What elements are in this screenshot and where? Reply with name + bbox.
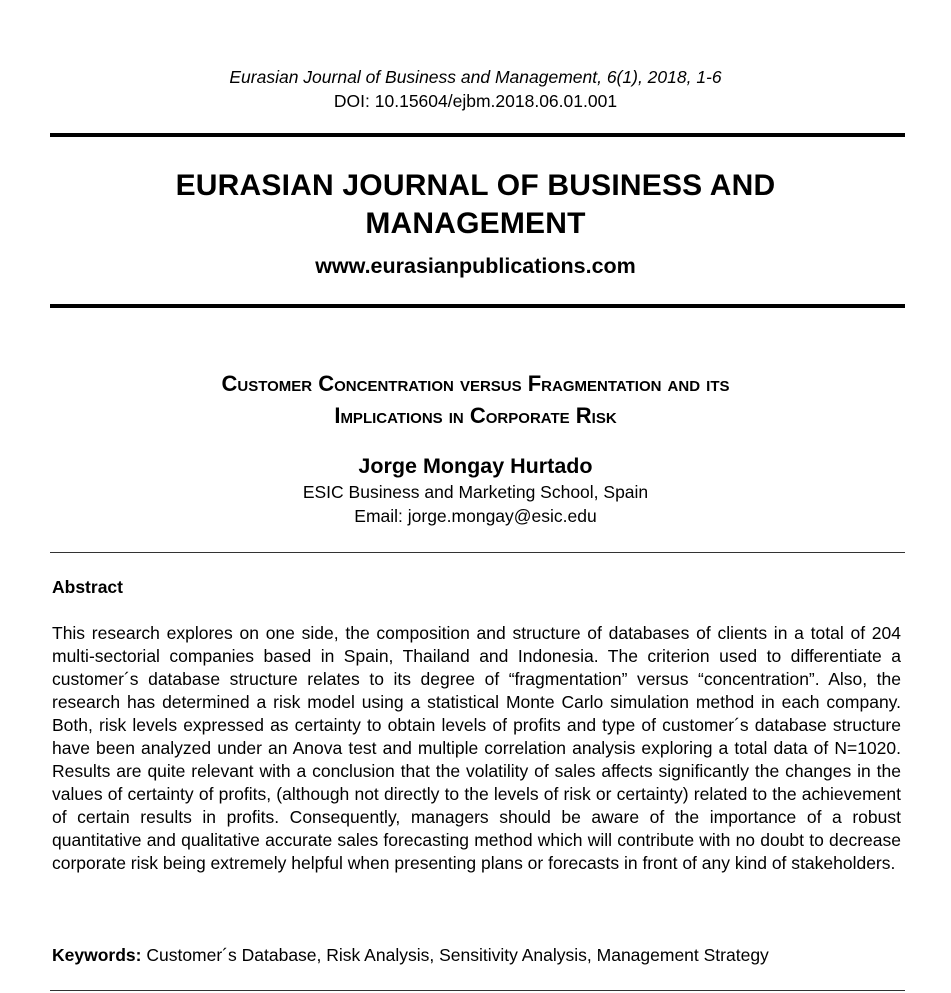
paper-title [0, 368, 951, 432]
abstract-text: This research explores on one side, the composition and structure of databases of clients in a total of 204 multi-sectorial companies based in Spain, Thailand and Indonesia. The criterion used to differentiate a customer´s database structure relates to its degree of “fragmentation” versus “concentration”. Also, the research has determined a risk model using a statistical Monte Carlo simulation method in each company. Both, risk levels expressed as certainty to obtain levels of profits and type of customer´s database structure have been analyzed under an Anova test and multiple correlation analysis exploring a total data of N=1020. Results are quite relevant with a conclusion that the volatility of sales affects significantly the changes in the values of certainty of profits, (although not directly to the levels of risk or certainty) related to the achievement of certain results in profits. Consequently, managers should be aware of the importance of a robust quantitative and qualitative accurate sales forecasting method which will contribute with no doubt to decrease corporate risk being extremely helpful when presenting plans or forecasts in front of any kind of stakeholders. [52, 623, 901, 873]
keywords [52, 944, 901, 967]
keywords-label: Keywords: [52, 945, 142, 965]
paper-title-line2: Implications in Corporate Risk [334, 403, 617, 428]
keywords-text: Customer´s Database, Risk Analysis, Sensitivity Analysis, Management Strategy [141, 945, 769, 965]
journal-citation: Eurasian Journal of Business and Management, 6(1), 2018, 1-6 [229, 67, 722, 87]
author-email[interactable]: Email: jorge.mongay@esic.edu [354, 506, 597, 526]
author-name: Jorge Mongay Hurtado [358, 454, 593, 478]
doi[interactable]: DOI: 10.15604/ejbm.2018.06.01.001 [333, 91, 618, 111]
top-divider [50, 133, 905, 137]
header-bottom-divider [50, 304, 905, 308]
journal-title-line2: MANAGEMENT [365, 207, 586, 240]
abstract-top-divider [50, 552, 905, 553]
journal-website[interactable]: www.eurasianpublications.com [315, 254, 636, 278]
paper-title-line1: Customer Concentration versus Fragmentation and its [221, 371, 730, 396]
journal-title-line1: EURASIAN JOURNAL OF BUSINESS AND [175, 169, 776, 202]
abstract-heading: Abstract [52, 577, 123, 597]
journal-title [0, 167, 951, 243]
abstract-bottom-divider [50, 990, 905, 991]
author-affiliation: ESIC Business and Marketing School, Spain [302, 482, 649, 502]
